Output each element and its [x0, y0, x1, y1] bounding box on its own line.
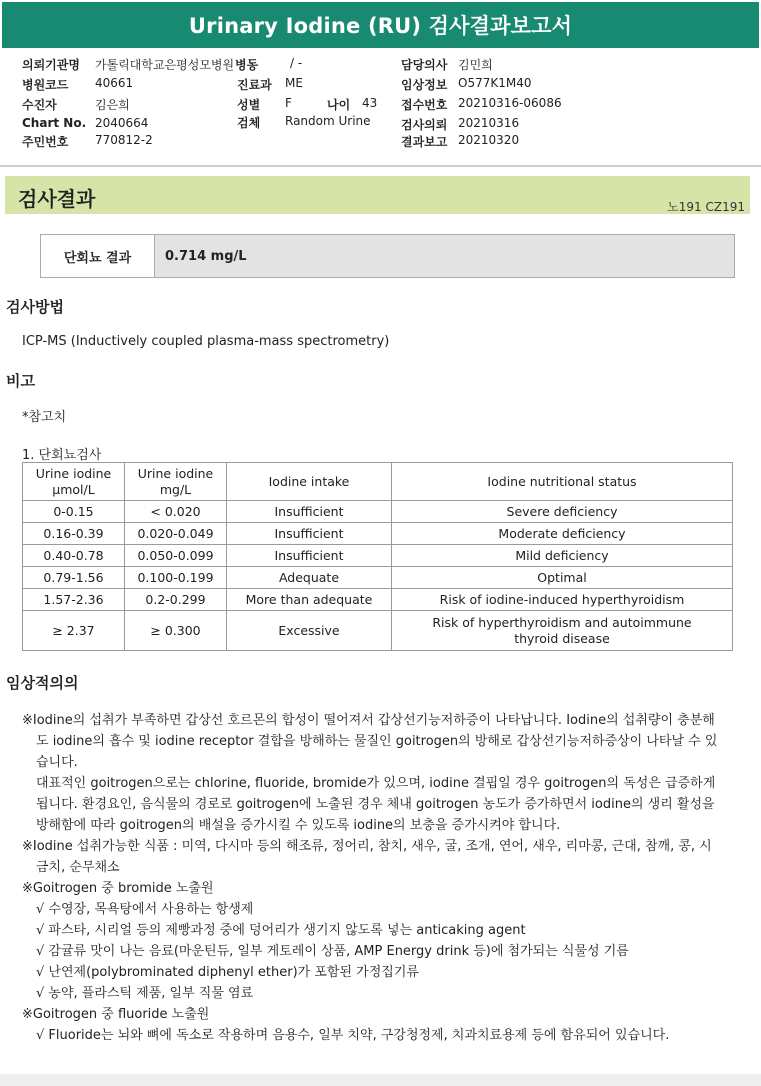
bullet-item: √ 파스타, 시리얼 등의 제빵과정 중에 덩어리가 생기지 않도록 넣는 anticaking agent [36, 923, 526, 938]
page-footer [0, 1074, 761, 1086]
table-cell: 0.40-0.78 [23, 545, 125, 567]
hospital-code-label: 병원코드 [22, 78, 69, 92]
table-cell: Risk of hyperthyroidism and autoimmune thyroid disease [392, 611, 733, 651]
note-paragraph: ※Iodine의 섭취가 부족하면 갑상선 호르몬의 합성이 떨어져서 갑상선기능저하증이 나타납니다. Iodine의 섭취량이 충분해도 iodine의 흡수 및 iodine receptor 결합을 방해하는 물질인 goitrogen의 방해로 갑상선기능저하증상이 나타날 수 있습니다. [22, 713, 718, 770]
hospital-code-value: 40661 [95, 76, 134, 90]
col-header-status: Iodine nutritional status [392, 463, 733, 501]
clinical-heading: 임상적의의 [6, 674, 79, 692]
dept-value: ME [285, 76, 303, 90]
bullet-item: √ Fluoride는 뇌와 뼈에 독소로 작용하며 음용수, 일부 치약, 구강청정제, 치과치료용제 등에 함유되어 있습니다. [36, 1028, 670, 1043]
dept-label: 진료과 [237, 78, 272, 92]
table-cell: 0.79-1.56 [23, 567, 125, 589]
table-cell: Optimal [392, 567, 733, 589]
table-title: 1. 단회뇨검사 [22, 448, 102, 463]
note-paragraph: ※Goitrogen 중 bromide 노출원 [22, 881, 214, 896]
bullet-item: √ 난연제(polybrominated diphenyl ether)가 포함된 가정집기류 [36, 965, 419, 980]
result-value: 0.714 mg/L [155, 235, 734, 277]
table-cell: Mild deficiency [392, 545, 733, 567]
table-row [23, 611, 733, 651]
clinical-notes [22, 710, 722, 1046]
col-header-umol: Urine iodine μmol/L [23, 463, 125, 501]
ward-label: 병동 [235, 58, 259, 72]
chart-label: Chart No. [22, 116, 87, 130]
table-cell: 0.16-0.39 [23, 523, 125, 545]
doctor-value: 김민희 [458, 58, 493, 72]
result-heading: 검사결과 [18, 187, 96, 211]
table-cell: Insufficient [227, 523, 392, 545]
bullet-item: √ 감귤류 맛이 나는 음료(마운틴듀, 일부 게토레이 상품, AMP Energy drink 등)에 첨가되는 식물성 기름 [36, 944, 629, 959]
chart-value: 2040664 [95, 116, 149, 130]
table-row [23, 589, 733, 611]
method-text: ICP-MS (Inductively coupled plasma-mass spectrometry) [22, 334, 390, 349]
table-cell: Moderate deficiency [392, 523, 733, 545]
table-cell: 0.100-0.199 [125, 567, 227, 589]
report-title: Urinary Iodine (RU) 검사결과보고서 [2, 2, 759, 48]
table-cell: 0.050-0.099 [125, 545, 227, 567]
table-row [23, 567, 733, 589]
institution-value: 가톨릭대학교은평성모병원 [95, 58, 235, 72]
table-cell: 1.57-2.36 [23, 589, 125, 611]
table-cell: < 0.020 [125, 501, 227, 523]
table-cell: More than adequate [227, 589, 392, 611]
result-section-header [5, 176, 750, 214]
table-cell: ≥ 2.37 [23, 611, 125, 651]
result-label: 단회뇨 결과 [41, 235, 155, 277]
table-header-row [23, 463, 733, 501]
table-row [23, 501, 733, 523]
table-row [23, 545, 733, 567]
report-label: 결과보고 [401, 135, 448, 149]
specimen-label: 검체 [237, 116, 261, 130]
table-cell: Severe deficiency [392, 501, 733, 523]
bullet-item: √ 수영장, 목욕탕에서 사용하는 항생제 [36, 902, 254, 917]
table-cell: 0-0.15 [23, 501, 125, 523]
reception-label: 접수번호 [401, 98, 448, 112]
test-code: 노191 CZ191 [667, 200, 745, 214]
institution-label: 의뢰기관명 [22, 58, 80, 72]
table-cell: 0.020-0.049 [125, 523, 227, 545]
rrn-value: 770812-2 [95, 133, 153, 147]
divider [0, 165, 761, 167]
sex-value: F [285, 96, 292, 110]
reference-label: *참고치 [22, 410, 67, 425]
table-cell: Risk of iodine-induced hyperthyroidism [392, 589, 733, 611]
ward-value: / - [290, 56, 303, 70]
clinical-info-value: O577K1M40 [458, 76, 532, 90]
request-label: 검사의뢰 [401, 118, 448, 132]
request-value: 20210316 [458, 116, 520, 130]
age-value: 43 [362, 96, 378, 110]
table-cell: Insufficient [227, 545, 392, 567]
note-paragraph: ※Goitrogen 중 fluoride 노출원 [22, 1007, 210, 1022]
reception-value: 20210316-06086 [458, 96, 562, 110]
patient-label: 수진자 [22, 98, 57, 112]
remarks-heading: 비고 [6, 372, 35, 390]
age-label: 나이 [327, 98, 351, 112]
table-row [23, 523, 733, 545]
sex-label: 성별 [237, 98, 261, 112]
bullet-item: √ 농약, 플라스틱 제품, 일부 직물 염료 [36, 986, 254, 1001]
table-cell: Adequate [227, 567, 392, 589]
method-heading: 검사방법 [6, 298, 64, 316]
clinical-info-label: 임상정보 [401, 78, 448, 92]
table-cell: Insufficient [227, 501, 392, 523]
table-cell: Excessive [227, 611, 392, 651]
note-paragraph: ※Iodine 섭취가능한 식품 : 미역, 다시마 등의 해조류, 정어리, 참치, 새우, 굴, 조개, 연어, 새우, 리마콩, 근대, 참깨, 콩, 시금치, 순무채소 [22, 839, 712, 875]
rrn-label: 주민번호 [22, 135, 69, 149]
doctor-label: 담당의사 [401, 58, 448, 72]
col-header-mg: Urine iodine mg/L [125, 463, 227, 501]
table-cell: 0.2-0.299 [125, 589, 227, 611]
table-cell: ≥ 0.300 [125, 611, 227, 651]
col-header-intake: Iodine intake [227, 463, 392, 501]
report-value: 20210320 [458, 133, 520, 147]
result-box [40, 234, 735, 278]
patient-info [0, 50, 761, 165]
patient-value: 김은희 [95, 98, 130, 112]
note-paragraph: 대표적인 goitrogen으로는 chlorine, fluoride, bromide가 있으며, iodine 결핍일 경우 goitrogen의 독성은 급증하게 됩니다. 환경요인, 음식물의 경로로 goitrogen에 노출된 경우 체내 goitrogen 농도가 증가하면서 iodine의 생리 활성을 방해함에 따라 goitrogen의 배설을 증가시킬 수 있도록 iodine의 보충을 증가시켜야 합니다. [36, 776, 716, 833]
specimen-value: Random Urine [285, 114, 371, 128]
reference-table [22, 462, 733, 651]
